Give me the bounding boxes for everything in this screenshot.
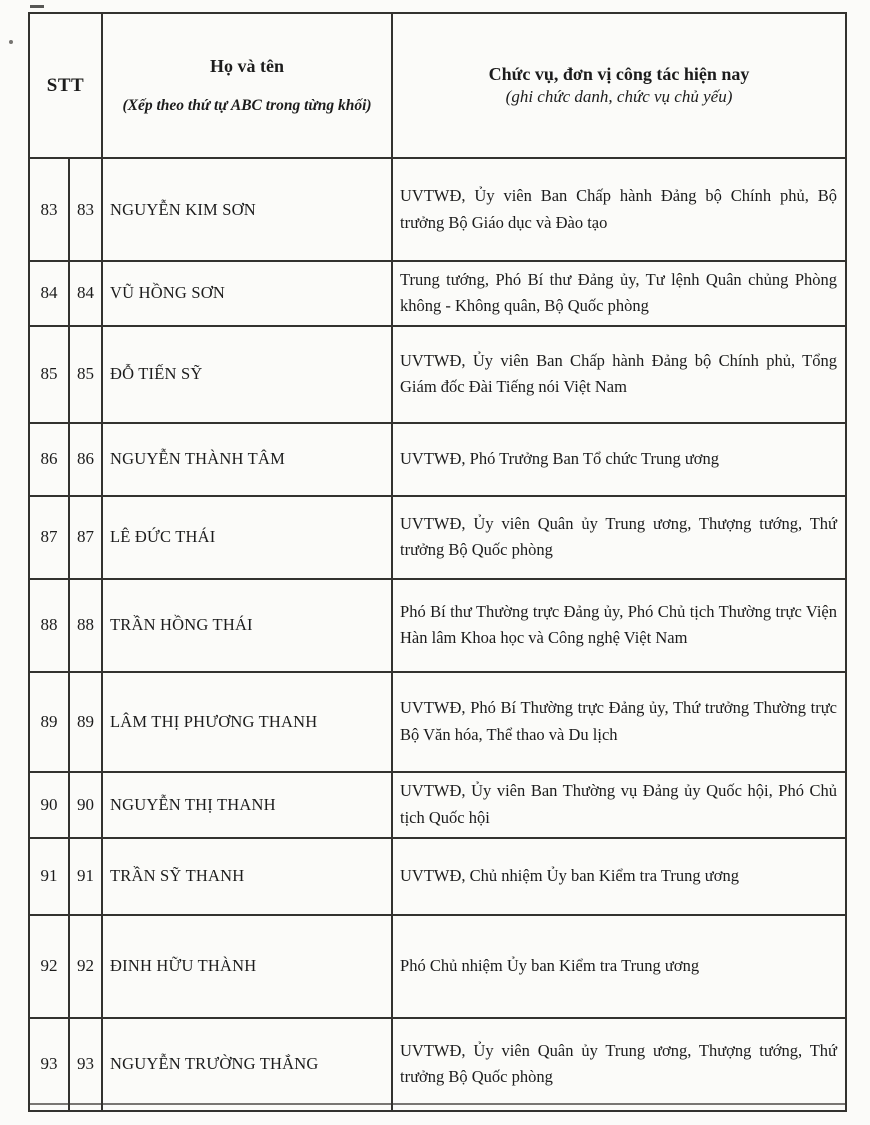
position-cell: UVTWĐ, Phó Trưởng Ban Tổ chức Trung ương xyxy=(392,423,846,496)
table-row xyxy=(29,496,846,579)
stt-cell: 91 xyxy=(29,838,69,915)
table-row xyxy=(29,915,846,1018)
name-cell: NGUYỄN KIM SƠN xyxy=(102,158,392,261)
stt-cell-2: 89 xyxy=(69,672,102,772)
table-row xyxy=(29,261,846,326)
position-cell: UVTWĐ, Ủy viên Quân ủy Trung ương, Thượng tướng, Thứ trưởng Bộ Quốc phòng xyxy=(392,496,846,579)
header-name-subtitle: (Xếp theo thứ tự ABC trong từng khối) xyxy=(122,97,372,114)
name-cell: NGUYỄN THÀNH TÂM xyxy=(102,423,392,496)
position-cell: UVTWĐ, Ủy viên Ban Chấp hành Đảng bộ Chính phủ, Tổng Giám đốc Đài Tiếng nói Việt Nam xyxy=(392,326,846,423)
name-cell: LÊ ĐỨC THÁI xyxy=(102,496,392,579)
table-header-row xyxy=(29,13,846,158)
position-cell: UVTWĐ, Ủy viên Ban Chấp hành Đảng bộ Chính phủ, Bộ trưởng Bộ Giáo dục và Đào tạo xyxy=(392,158,846,261)
scan-artifact-tick xyxy=(30,5,44,8)
stt-cell-2: 92 xyxy=(69,915,102,1018)
name-cell: ĐINH HỮU THÀNH xyxy=(102,915,392,1018)
position-cell: UVTWĐ, Phó Bí Thường trực Đảng ủy, Thứ trưởng Thường trực Bộ Văn hóa, Thể thao và Du lịch xyxy=(392,672,846,772)
stt-cell: 87 xyxy=(29,496,69,579)
position-cell: UVTWĐ, Ủy viên Quân ủy Trung ương, Thượng tướng, Thứ trưởng Bộ Quốc phòng xyxy=(392,1018,846,1111)
table-row xyxy=(29,838,846,915)
name-cell: TRẦN SỸ THANH xyxy=(102,838,392,915)
stt-cell: 86 xyxy=(29,423,69,496)
header-position-subtitle: (ghi chức danh, chức vụ chủ yếu) xyxy=(505,87,733,106)
stt-cell: 92 xyxy=(29,915,69,1018)
stt-cell: 93 xyxy=(29,1018,69,1111)
stt-cell-2: 85 xyxy=(69,326,102,423)
stt-cell-2: 93 xyxy=(69,1018,102,1111)
table-row xyxy=(29,158,846,261)
position-cell: Phó Chủ nhiệm Ủy ban Kiểm tra Trung ương xyxy=(392,915,846,1018)
name-cell: VŨ HỒNG SƠN xyxy=(102,261,392,326)
name-cell: NGUYỄN TRƯỜNG THẮNG xyxy=(102,1018,392,1111)
table-row xyxy=(29,423,846,496)
header-stt: STT xyxy=(29,13,102,158)
name-cell: ĐỖ TIẾN SỸ xyxy=(102,326,392,423)
stt-cell-2: 88 xyxy=(69,579,102,672)
stt-cell-2: 91 xyxy=(69,838,102,915)
name-cell: NGUYỄN THỊ THANH xyxy=(102,772,392,838)
table-row xyxy=(29,326,846,423)
header-position-title: Chức vụ, đơn vị công tác hiện nay xyxy=(488,64,750,84)
stt-cell: 84 xyxy=(29,261,69,326)
scan-artifact-dot xyxy=(9,40,13,44)
position-cell: Phó Bí thư Thường trực Đảng ủy, Phó Chủ tịch Thường trực Viện Hàn lâm Khoa học và Công nghệ Việt Nam xyxy=(392,579,846,672)
stt-cell-2: 87 xyxy=(69,496,102,579)
stt-cell: 83 xyxy=(29,158,69,261)
stt-cell: 90 xyxy=(29,772,69,838)
header-name-title: Họ và tên xyxy=(210,56,285,76)
stt-cell-2: 90 xyxy=(69,772,102,838)
table-row xyxy=(29,579,846,672)
position-cell: UVTWĐ, Ủy viên Ban Thường vụ Đảng ủy Quốc hội, Phó Chủ tịch Quốc hội xyxy=(392,772,846,838)
stt-cell: 88 xyxy=(29,579,69,672)
table-row xyxy=(29,1018,846,1111)
stt-cell-2: 83 xyxy=(69,158,102,261)
table-row xyxy=(29,672,846,772)
stt-cell-2: 86 xyxy=(69,423,102,496)
stt-cell-2: 84 xyxy=(69,261,102,326)
name-cell: TRẦN HỒNG THÁI xyxy=(102,579,392,672)
header-name xyxy=(102,13,392,158)
position-cell: Trung tướng, Phó Bí thư Đảng ủy, Tư lệnh Quân chủng Phòng không - Không quân, Bộ Quốc phòng xyxy=(392,261,846,326)
name-cell: LÂM THỊ PHƯƠNG THANH xyxy=(102,672,392,772)
header-position xyxy=(392,13,846,158)
position-cell: UVTWĐ, Chủ nhiệm Ủy ban Kiểm tra Trung ương xyxy=(392,838,846,915)
table-row xyxy=(29,772,846,838)
personnel-table xyxy=(28,12,847,1112)
stt-cell: 89 xyxy=(29,672,69,772)
stt-cell: 85 xyxy=(29,326,69,423)
